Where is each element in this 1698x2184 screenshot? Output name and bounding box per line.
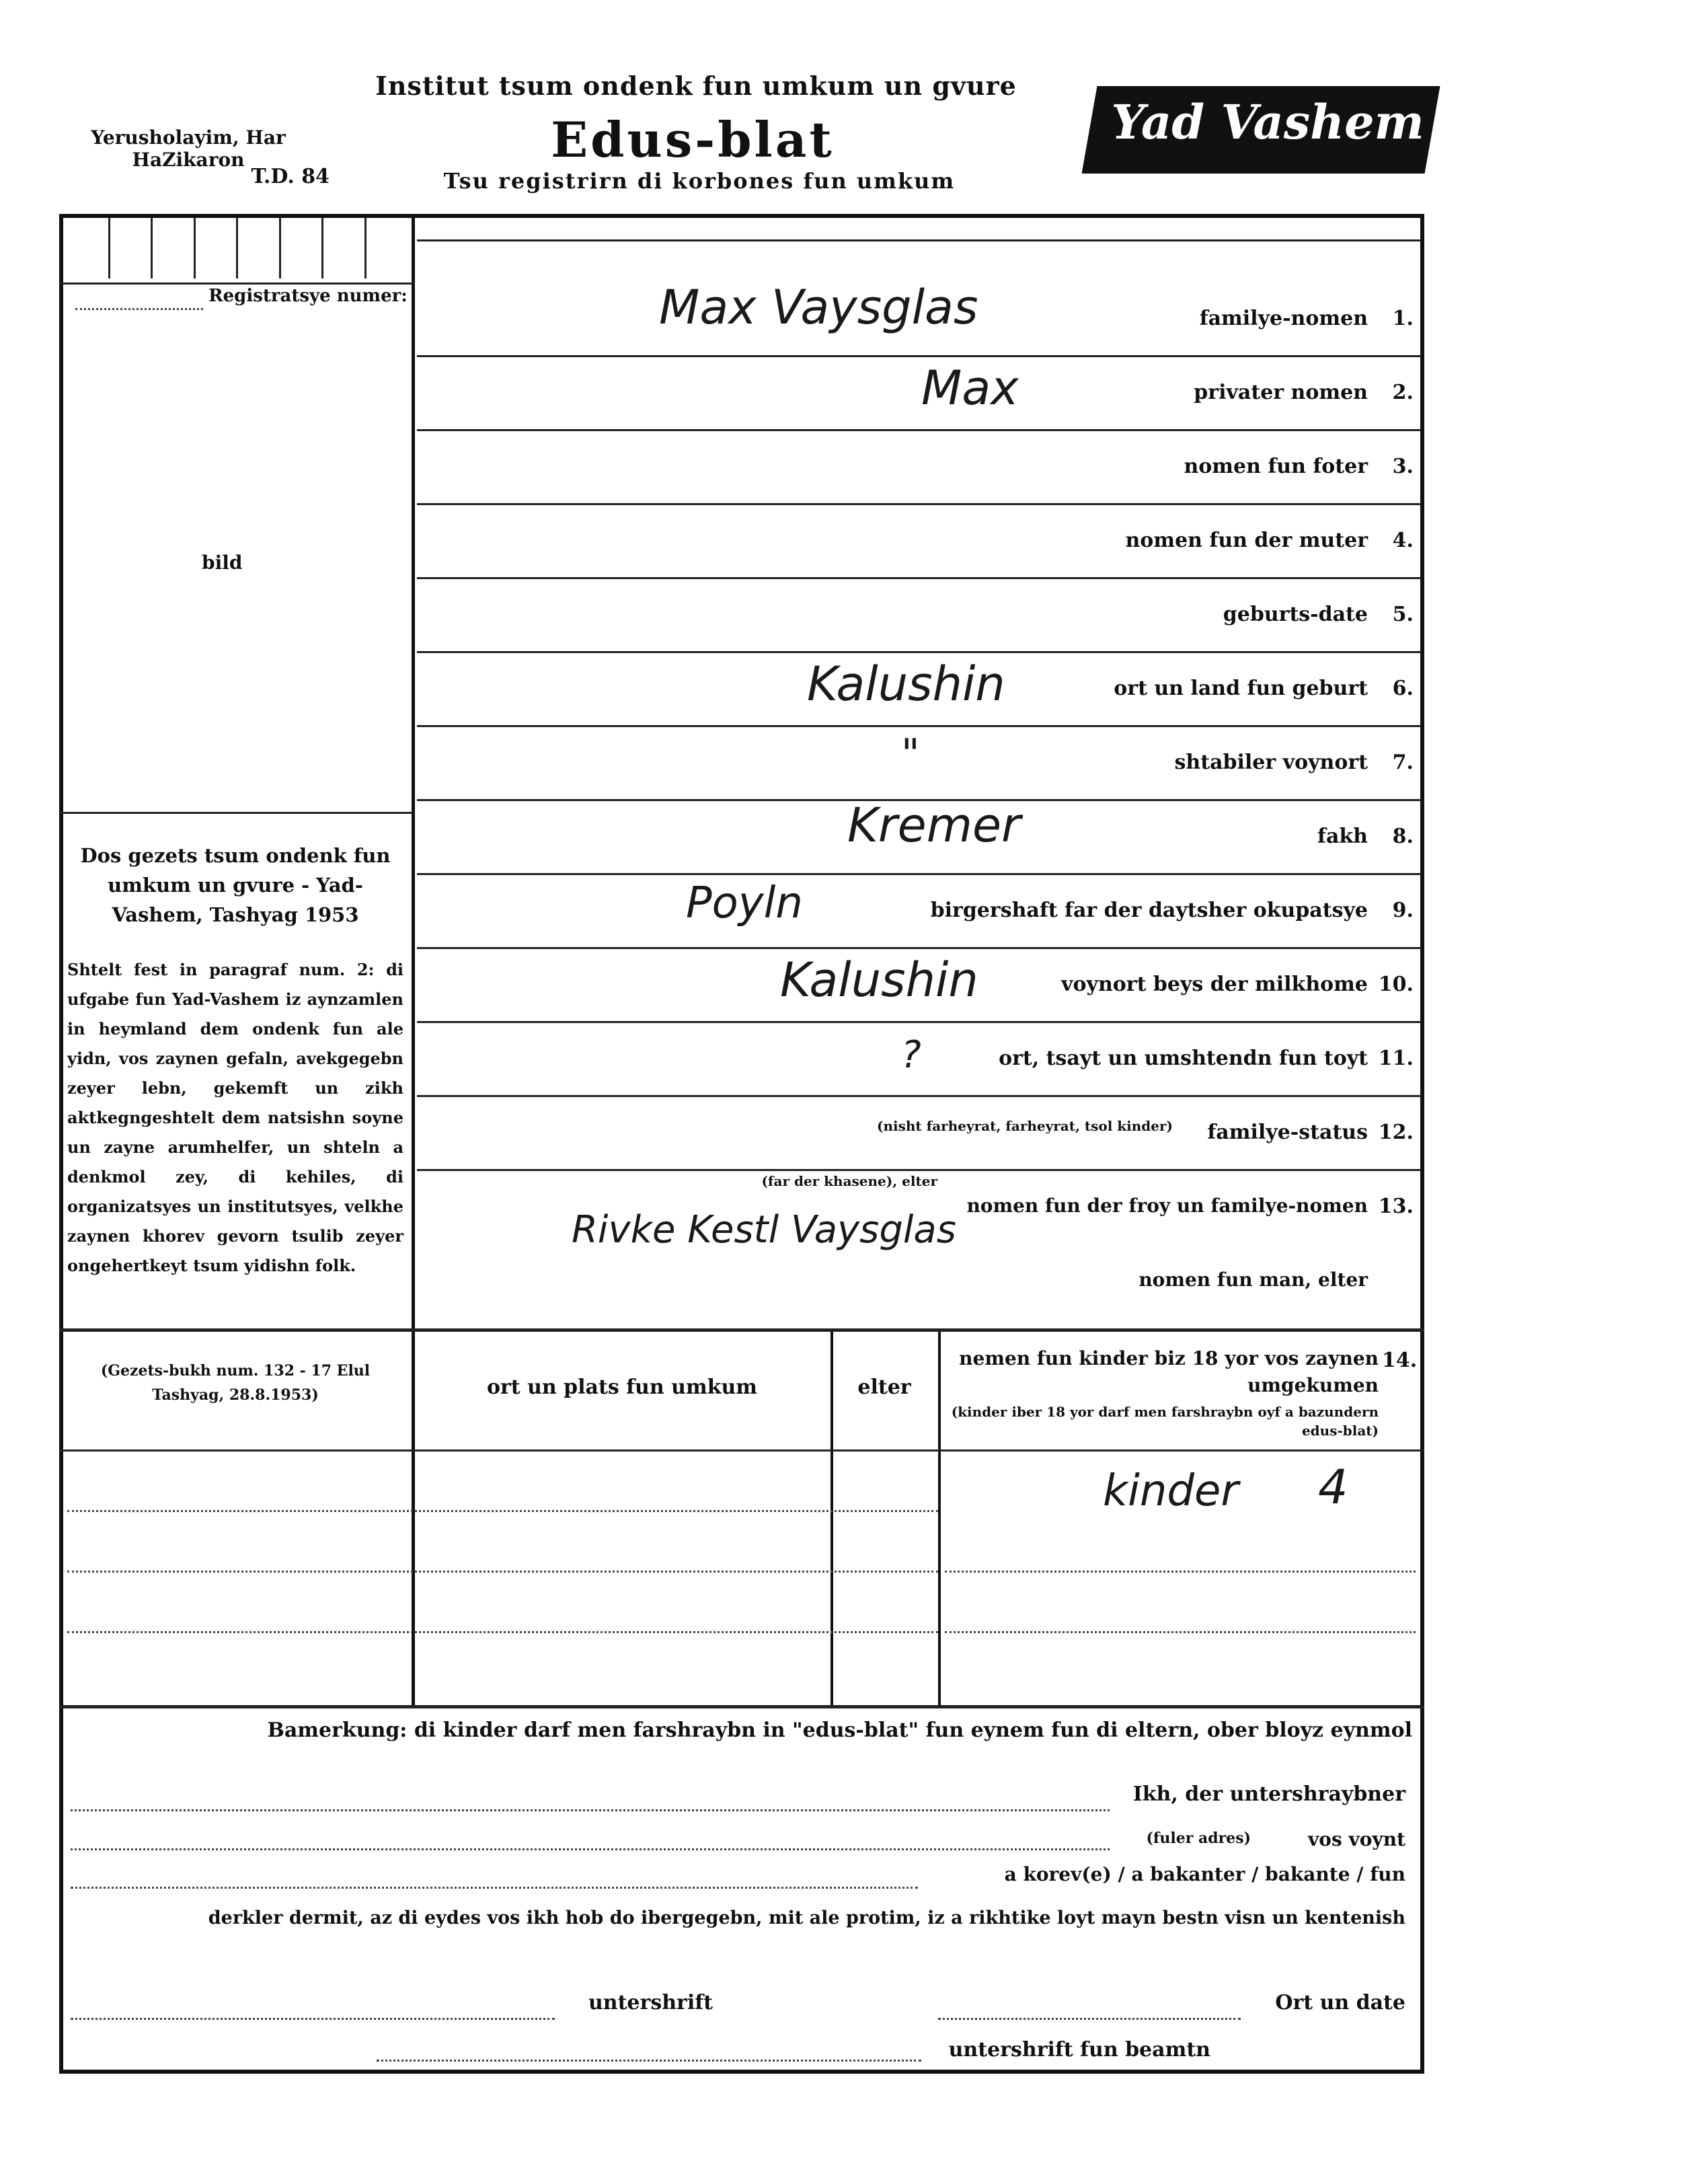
field-7-value: " xyxy=(901,730,920,778)
field-1-number: 1. xyxy=(1392,307,1414,330)
relation-field xyxy=(71,1887,918,1889)
children-age-divider xyxy=(831,1332,833,1705)
field-8-number: 8. xyxy=(1392,825,1414,848)
official-signature-field xyxy=(377,2060,921,2062)
children-age-header: elter xyxy=(857,1376,911,1399)
children-number: 14. xyxy=(1382,1349,1418,1372)
field-7-number: 7. xyxy=(1392,751,1414,774)
city-line: Yerusholayim, Har HaZikaron xyxy=(91,126,286,171)
children-place-header: ort un plats fun umkum xyxy=(486,1376,758,1399)
children-heading: nemen fun kinder biz 18 yor vos zaynen umgekumen xyxy=(959,1347,1379,1396)
address-label: vos voynt xyxy=(1308,1828,1405,1850)
logo-text: Yad Vashem xyxy=(1111,94,1424,150)
left-header-rule xyxy=(59,283,412,285)
field-12-number: 12. xyxy=(1378,1121,1414,1144)
undersigned-label: Ikh, der untershraybner xyxy=(1132,1782,1405,1806)
field-9-label: birgershaft far der daytsher okupatsye xyxy=(930,899,1368,922)
relation-label: a korev(e) / a bakanter / bakante / fun xyxy=(1004,1863,1405,1885)
official-signature-label: untershrift fun beamtn xyxy=(948,2038,1210,2062)
child-1-age: 4 xyxy=(1318,1460,1348,1515)
law-paragraph: Shtelt fest in paragraf num. 2: di ufgabe fun Yad-Vashem iz aynzamlen in heymland dem ondenk fun ale yidn, vos zaynen gefaln, avekgegebn zeyer lebn, gekemft un zikh aktkegngeshtelt dem natsishn soyne un zayne arumhelfer, un shteln a denkmol zey, di kehiles, di organizatsyes un institutsyes, velkhe zaynen khorev gevorn tsulib zeyer ongehertkeyt tsum yidishn folk. xyxy=(67,960,403,1275)
institute-line: Institut tsum ondenk fun umkum un gvure xyxy=(375,71,1017,101)
place-date-label: Ort un date xyxy=(1275,1991,1405,2014)
children-note: (kinder iber 18 yor darf men farshraybn oyf a bazundern edus-blat) xyxy=(951,1404,1379,1439)
field-10-value: Kalushin xyxy=(780,952,978,1008)
children-name-divider xyxy=(938,1332,941,1705)
field-4-number: 4. xyxy=(1392,529,1414,552)
field-2-label: privater nomen xyxy=(1194,381,1368,404)
law-heading: Dos gezets tsum ondenk fun umkum un gvure - Yad-Vashem, Tashyag 1953 xyxy=(80,844,391,926)
field-11-label: ort, tsayt un umshtendn fun toyt xyxy=(999,1047,1368,1070)
field-3-number: 3. xyxy=(1392,455,1414,478)
field-13-number: 13. xyxy=(1378,1195,1414,1218)
field-5-label: geburts-date xyxy=(1223,603,1368,626)
field-8-value: Kremer xyxy=(847,798,1021,853)
field-11-number: 11. xyxy=(1378,1047,1414,1070)
field-1-label: familye-nomen xyxy=(1199,307,1368,330)
field-3-label: nomen fun foter xyxy=(1184,455,1368,478)
children-section-bottom xyxy=(59,1705,1424,1708)
signature-field xyxy=(71,2018,555,2020)
child-1-name: kinder xyxy=(1103,1466,1239,1516)
undersigned-field xyxy=(71,1809,1110,1811)
field-12-note: (nisht farheyrat, farheyrat, tsol kinder) xyxy=(877,1118,1173,1134)
field-9-value: Poyln xyxy=(686,878,803,928)
field-7-label: shtabiler voynort xyxy=(1174,751,1368,774)
field-6-value: Kalushin xyxy=(807,656,1005,712)
remark-text: Bamerkung: di kinder darf men farshraybn in "edus-blat" fun eynem fun di eltern, ober bloyz eynmol xyxy=(267,1719,1412,1742)
signature-label: untershrift xyxy=(588,1991,713,2014)
field-5-number: 5. xyxy=(1392,603,1414,626)
field-6-label: ort un land fun geburt xyxy=(1114,677,1368,700)
field-13-label: nomen fun der froy un familye-nomen xyxy=(966,1195,1368,1217)
field-13-value: Rivke Kestl Vaysglas xyxy=(572,1208,956,1252)
declaration-text: derkler dermit, az di eydes vos ikh hob do ibergegebn, mit ale protim, iz a rikhtike loyt mayn bestn visn un kentenish xyxy=(208,1908,1405,1928)
ref-code: T.D. 84 xyxy=(251,165,330,188)
field-4-label: nomen fun der muter xyxy=(1125,529,1368,552)
field-2-value: Max xyxy=(921,361,1019,416)
left-photo-bottom-rule xyxy=(59,812,412,814)
children-header-rule xyxy=(59,1449,1424,1452)
address-field xyxy=(71,1848,1110,1850)
field-9-number: 9. xyxy=(1392,899,1414,922)
address-note: (fuler adres) xyxy=(1146,1830,1251,1847)
field-1-value: Max Vaysglas xyxy=(659,280,978,335)
field-13-note: (far der khasene), elter xyxy=(761,1173,937,1189)
field-10-number: 10. xyxy=(1378,973,1414,996)
form-subtitle: Tsu registrirn di korbones fun umkum xyxy=(443,168,956,194)
column-divider xyxy=(412,214,415,1707)
form-title: Edus-blat xyxy=(551,111,835,168)
fields-area xyxy=(417,239,1422,1329)
field-2-number: 2. xyxy=(1392,381,1414,404)
field-8-label: fakh xyxy=(1317,825,1368,848)
law-citation: (Gezets-bukh num. 132 - 17 Elul Tashyag, 28.8.1953) xyxy=(100,1362,371,1404)
field-6-number: 6. xyxy=(1392,677,1414,700)
place-date-field xyxy=(938,2018,1241,2020)
field-10-label: voynort beys der milkhome xyxy=(1061,973,1368,996)
registration-boxes xyxy=(67,218,407,278)
field-12-label: familye-status xyxy=(1207,1121,1368,1144)
field-11-value: ? xyxy=(901,1033,921,1077)
husband-label: nomen fun man, elter xyxy=(1139,1269,1368,1291)
registration-label: Registratsye numer: xyxy=(208,286,408,306)
photo-label: bild xyxy=(202,552,243,574)
